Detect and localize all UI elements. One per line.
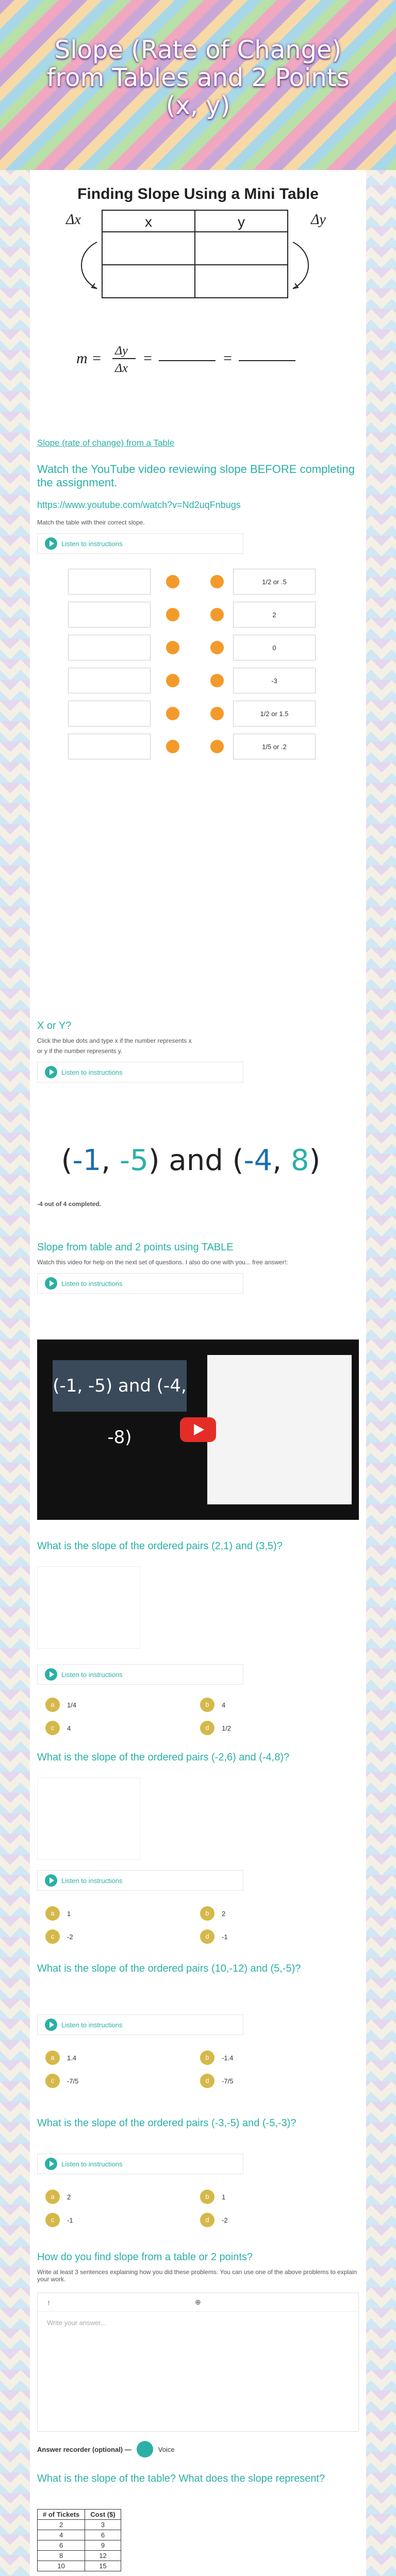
table-thumb	[68, 701, 151, 726]
table-row: 4 6	[38, 2530, 121, 2540]
option-letter: a	[45, 1906, 60, 1921]
table-thumb	[68, 734, 151, 759]
drop-dot[interactable]	[210, 707, 224, 720]
listen-button[interactable]	[37, 1870, 243, 1891]
match-row	[37, 699, 359, 728]
drag-dot[interactable]	[166, 608, 179, 621]
option-text: -1	[222, 1933, 228, 1941]
recorder-label: Answer recorder (optional) —	[37, 2445, 131, 2453]
match-row	[37, 633, 359, 663]
drag-dot[interactable]	[166, 674, 179, 687]
instructions-line-2: or y if the number represents y.	[37, 1047, 123, 1055]
number-token[interactable]: -4	[243, 1144, 273, 1177]
answer-box: -3	[233, 668, 316, 693]
video-player[interactable]	[37, 1340, 359, 1520]
option-letter: a	[45, 2050, 60, 2065]
option-text: -7/5	[222, 2077, 234, 2085]
option-b[interactable]	[200, 2190, 225, 2204]
option-d[interactable]	[200, 2213, 228, 2227]
written-1	[37, 2251, 359, 2283]
play-icon	[45, 2019, 57, 2031]
option-text: 1/4	[67, 1701, 77, 1709]
instructions-line-1: Click the blue dots and type x if the number represents x	[37, 1037, 192, 1044]
listen-label: Listen to instructions	[61, 1068, 123, 1076]
option-letter: b	[200, 1906, 214, 1921]
table-row: 2 3	[38, 2520, 121, 2530]
table-header: # of Tickets	[38, 2510, 85, 2520]
paren: )	[309, 1144, 321, 1177]
section-video	[37, 1242, 359, 1294]
play-icon	[45, 1066, 57, 1078]
number-token[interactable]: -1	[72, 1144, 102, 1177]
option-text: 1.4	[67, 2054, 77, 2062]
video-whiteboard	[207, 1355, 352, 1504]
option-letter: a	[45, 1698, 60, 1712]
number-token[interactable]: -5	[119, 1144, 148, 1177]
play-icon	[45, 1874, 57, 1887]
option-letter: c	[45, 2074, 60, 2088]
header	[0, 0, 396, 170]
option-text: 1/2	[222, 1724, 232, 1732]
paren: (	[232, 1144, 244, 1177]
drop-dot[interactable]	[210, 575, 224, 588]
option-text: -2	[67, 1933, 73, 1941]
table-thumb	[68, 668, 151, 693]
answer-recorder	[37, 2441, 175, 2458]
option-letter: d	[200, 1721, 214, 1735]
option-a[interactable]	[45, 1906, 71, 1921]
instructions: Write at least 3 sentences explaining how you did these problems. You can use one of the above problems to explain your work.	[37, 2268, 357, 2283]
option-letter: c	[45, 2213, 60, 2227]
answer-box: 1/2 or 1.5	[233, 701, 316, 726]
match-row	[37, 567, 359, 597]
mini-table-sketch	[37, 1566, 140, 1649]
listen-button[interactable]	[37, 2154, 243, 2174]
question-heading: What is the slope of the ordered pairs (10,-12) and (5,-5)?	[37, 1963, 301, 1974]
right-arrow	[293, 242, 308, 289]
drop-dot[interactable]	[210, 641, 224, 654]
listen-label: Listen to instructions	[61, 2160, 123, 2168]
col-x-header: x	[145, 214, 152, 230]
paren: )	[148, 1144, 160, 1177]
play-icon	[45, 2158, 57, 2170]
option-letter: b	[200, 2050, 214, 2065]
listen-button[interactable]	[37, 533, 243, 554]
svg-text:=: =	[143, 350, 152, 367]
option-letter: b	[200, 2190, 214, 2204]
option-letter: c	[45, 1929, 60, 1944]
number-token[interactable]: 8	[290, 1144, 309, 1177]
listen-label: Listen to instructions	[61, 2021, 123, 2029]
section-heading: X or Y?	[37, 1020, 72, 1031]
section-link[interactable]: Slope (rate of change) from a Table	[37, 438, 175, 448]
section-heading: Watch the YouTube video reviewing slope BEFORE completing the assignment.	[37, 463, 355, 489]
question-heading: What is the slope of the ordered pairs (2,1) and (3,5)?	[37, 1540, 283, 1552]
svg-text:=: =	[223, 350, 232, 367]
table-row: 8 12	[38, 2551, 121, 2561]
mini-table-diagram	[30, 170, 366, 428]
section-slope-from-table	[37, 438, 359, 554]
col-y-header: y	[238, 214, 245, 230]
match-tables	[37, 567, 359, 768]
option-letter: d	[200, 2074, 214, 2088]
svg-text:Δy: Δy	[115, 344, 128, 358]
question-2-listen	[37, 1870, 359, 1891]
mini-table-sketch	[37, 1777, 140, 1860]
svg-text:Δx: Δx	[115, 362, 128, 375]
left-arrow	[81, 242, 97, 289]
option-text: -7/5	[67, 2077, 79, 2085]
listen-label: Listen to instructions	[61, 1670, 123, 1679]
listen-button[interactable]	[37, 1664, 243, 1685]
listen-label: Listen to instructions	[61, 539, 123, 548]
drop-dot[interactable]	[210, 608, 224, 621]
drag-dot[interactable]	[166, 641, 179, 654]
question-3	[37, 1963, 359, 1975]
option-a[interactable]	[45, 2190, 71, 2204]
section-heading: Slope from table and 2 points using TABLE	[37, 1242, 234, 1253]
video-url[interactable]: https://www.youtube.com/watch?v=Nd2uqFnbugs	[37, 500, 241, 510]
option-c[interactable]	[45, 1929, 73, 1944]
match-row	[37, 600, 359, 630]
answer-box: 1/2 or .5	[233, 569, 316, 595]
drop-dot[interactable]	[210, 674, 224, 687]
delta-x-label: Δx	[66, 212, 81, 228]
option-letter: b	[200, 1698, 214, 1712]
video-caption: (-1, -5) and (-4, -8)	[53, 1360, 187, 1412]
option-letter: a	[45, 2190, 60, 2204]
play-icon	[45, 537, 57, 550]
option-c[interactable]	[45, 1721, 71, 1735]
option-text: 1	[222, 2193, 226, 2201]
youtube-play-icon[interactable]	[180, 1417, 216, 1442]
comma: ,	[272, 1144, 291, 1177]
question-3-listen	[37, 2014, 359, 2035]
play-icon	[45, 1668, 57, 1681]
paren: (	[61, 1144, 73, 1177]
option-d[interactable]	[200, 2074, 233, 2088]
option-letter: c	[45, 1721, 60, 1735]
instructions: Match the table with their correct slope.	[37, 519, 145, 526]
option-text: -2	[222, 2216, 228, 2224]
question-1-listen	[37, 1664, 359, 1685]
option-text: -1	[67, 2216, 73, 2224]
listen-label: Listen to instructions	[61, 1876, 123, 1885]
drop-dot[interactable]	[210, 740, 224, 753]
instructions: Watch this video for help on the next set of questions. I also do one with you... free answer!:	[37, 1259, 288, 1266]
question-heading: What is the slope of the table? What does the slope represent?	[37, 2473, 325, 2484]
question-2	[37, 1752, 359, 1764]
comma: ,	[101, 1144, 120, 1177]
ordered-pairs-display	[30, 1144, 352, 1177]
written-2	[37, 2473, 359, 2485]
match-row	[37, 666, 359, 696]
option-a[interactable]	[45, 1698, 76, 1712]
answer-textarea[interactable]	[37, 2293, 359, 2432]
svg-text:m =: m =	[76, 350, 102, 367]
question-heading: How do you find slope from a table or 2 points?	[37, 2251, 253, 2263]
mini-table-image	[30, 170, 366, 428]
text-toolbar	[38, 2293, 358, 2312]
drag-dot[interactable]	[166, 707, 179, 720]
table-thumb	[68, 635, 151, 660]
delta-y-label: Δy	[311, 212, 326, 228]
match-row	[37, 732, 359, 761]
listen-button[interactable]	[37, 1273, 243, 1294]
option-text: 2	[67, 2193, 71, 2201]
option-d[interactable]	[200, 1721, 231, 1735]
toolbar-icon[interactable]: ↑	[47, 2298, 51, 2307]
page-title: Slope (Rate of Change) from Tables and 2 Points (x, y)	[46, 36, 350, 120]
answer-box: 1/5 or .2	[233, 734, 316, 759]
option-letter: d	[200, 1929, 214, 1944]
option-text: 2	[222, 1909, 226, 1918]
option-b[interactable]	[200, 1906, 225, 1921]
listen-button[interactable]	[37, 1062, 243, 1082]
option-d[interactable]	[200, 1929, 228, 1944]
table-thumb	[68, 569, 151, 595]
option-c[interactable]	[45, 2213, 73, 2227]
drag-dot[interactable]	[166, 740, 179, 753]
option-text: 4	[222, 1701, 226, 1709]
progress-line	[37, 1200, 359, 1208]
voice-label: Voice	[158, 2445, 175, 2453]
answer-box: 0	[233, 635, 316, 660]
option-b[interactable]	[200, 2050, 233, 2065]
question-4-listen	[37, 2154, 359, 2174]
listen-button[interactable]	[37, 2014, 243, 2035]
table-row: 10 15	[38, 2561, 121, 2571]
option-a[interactable]	[45, 2050, 76, 2065]
question-heading: What is the slope of the ordered pairs (-2,6) and (-4,8)?	[37, 1752, 290, 1763]
option-text: 1	[67, 1909, 71, 1918]
mini-table-title: Finding Slope Using a Mini Table	[77, 185, 319, 202]
question-4	[37, 2117, 359, 2129]
option-text: 4	[67, 1724, 71, 1732]
tickets-table	[37, 2509, 121, 2571]
table-header: Cost ($)	[85, 2510, 121, 2520]
section-x-or-y	[37, 1020, 359, 1082]
mic-icon[interactable]	[137, 2441, 153, 2458]
listen-label: Listen to instructions	[61, 1279, 123, 1287]
question-1	[37, 1540, 359, 1552]
drag-dot[interactable]	[166, 575, 179, 588]
option-b[interactable]	[200, 1698, 225, 1712]
option-text: -1.4	[222, 2054, 234, 2062]
option-c[interactable]	[45, 2074, 78, 2088]
option-letter: d	[200, 2213, 214, 2227]
lesson-card	[30, 170, 366, 2576]
answer-box: 2	[233, 602, 316, 628]
and-word: and	[159, 1144, 233, 1177]
question-heading: What is the slope of the ordered pairs (-3,-5) and (-5,-3)?	[37, 2117, 296, 2129]
toolbar-icon[interactable]: ⊕	[195, 2298, 201, 2306]
table-thumb	[68, 602, 151, 628]
play-icon	[45, 1277, 57, 1290]
answer-placeholder: Write your answer...	[47, 2319, 106, 2327]
progress-text: -4 out of 4 completed.	[37, 1200, 102, 1208]
table-row: 6 9	[38, 2540, 121, 2551]
